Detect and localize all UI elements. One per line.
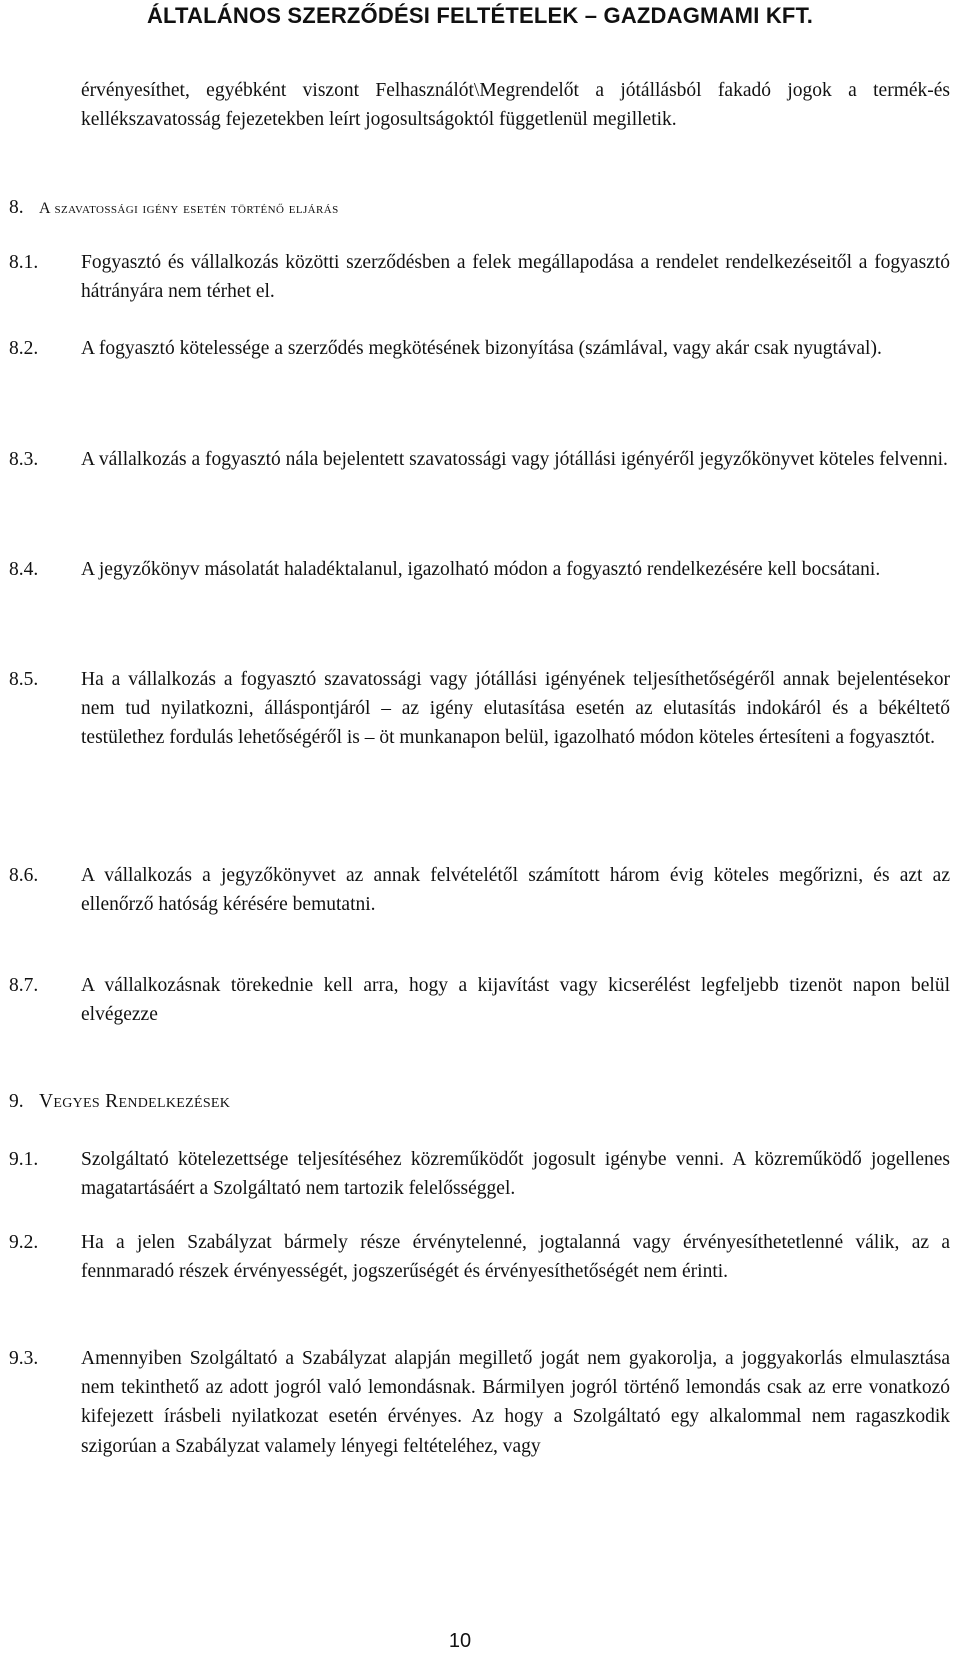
clause-number: 8.2.: [9, 338, 39, 359]
section-number: 9.: [9, 1091, 24, 1112]
clause-text: Szolgáltató kötelezettsége teljesítéséhez közreműködőt jogosult igénybe venni. A közreműködő jogellenes magatartásáért a Szolgáltató nem tartozik felelősséggel.: [81, 1149, 950, 1200]
section-9-heading: [9, 1087, 230, 1116]
clause-number: 9.3.: [9, 1348, 39, 1369]
clause-text: A vállalkozás a fogyasztó nála bejelentett szavatossági vagy jótállási igényéről jegyzőkönyvet köteles felvenni.: [81, 449, 948, 470]
clause-text: A jegyzőkönyv másolatát haladéktalanul, igazolható módon a fogyasztó rendelkezésére kell bocsátani.: [81, 559, 881, 580]
paragraph-text: érvényesíthet, egyébként viszont Felhasználót\Megrendelőt a jótállásból fakadó jogok a termék-és kellékszavatosság fejezetekben leírt jogosultságoktól függetlenül megilletik.: [81, 80, 950, 131]
page-number: 10: [448, 1630, 472, 1652]
clause-text: Fogyasztó és vállalkozás közötti szerződésben a felek megállapodása a rendelet rendelkezéseitől a fogyasztó hátrányára nem térhet el.: [81, 252, 950, 303]
section-title: Vegyes Rendelkezések: [39, 1091, 231, 1112]
section-8-heading: [9, 193, 339, 223]
clause-text: Amennyiben Szolgáltató a Szabályzat alapján megillető jogát nem gyakorolja, a joggyakorlás elmulasztása nem tekinthető az adott jogról való lemondásnak. Bármilyen jogról történő lemondás csak az erre vonatkozó kifejezett írásbeli nyilatkozat esetén érvényes. Az hogy a Szolgáltató egy alkalommal nem ragaszkodik szigorúan a Szabályzat valamely lényegi feltételéhez, vagy: [81, 1348, 950, 1457]
clause-text: A vállalkozásnak törekednie kell arra, hogy a kijavítást vagy kicserélést legfeljebb tizenöt napon belül elvégezze: [81, 975, 950, 1026]
section-number: 8.: [9, 197, 24, 218]
section-title: A szavatossági igény esetén történő eljárás: [39, 200, 339, 217]
clause-number: 8.1.: [9, 252, 39, 273]
clause-number: 9.2.: [9, 1232, 39, 1253]
clause-number: 8.6.: [9, 865, 39, 886]
clause-text: Ha a vállalkozás a fogyasztó szavatossági vagy jótállási igényének teljesíthetőségéről annak bejelentésekor nem tud nyilatkozni, álláspontjáról – az igény elutasítása esetén az elutasítás indokáról és a békéltető testülethez fordulás lehetőségéről is – öt munkanapon belül, igazolható módon köteles értesíteni a fogyasztót.: [81, 669, 950, 749]
clause-text: A fogyasztó kötelessége a szerződés megkötésének bizonyítása (számlával, vagy akár csak nyugtával).: [81, 338, 882, 359]
page-header-title: ÁLTALÁNOS SZERZŐDÉSI FELTÉTELEK – GAZDAGMAMI KFT.: [146, 3, 814, 28]
clause-number: 8.4.: [9, 559, 39, 580]
clause-number: 8.3.: [9, 449, 39, 470]
clause-number: 8.7.: [9, 975, 39, 996]
clause-number: 8.5.: [9, 669, 39, 690]
clause-number: 9.1.: [9, 1149, 39, 1170]
clause-text: A vállalkozás a jegyzőkönyvet az annak felvételétől számított három évig köteles megőrizni, és azt az ellenőrző hatóság kérésére bemutatni.: [81, 865, 950, 916]
clause-text: Ha a jelen Szabályzat bármely része érvénytelenné, jogtalanná vagy érvényesíthetetlenné válik, az a fennmaradó részek érvényességét, jogszerűségét és érvényesíthetőségét nem érinti.: [81, 1232, 950, 1283]
